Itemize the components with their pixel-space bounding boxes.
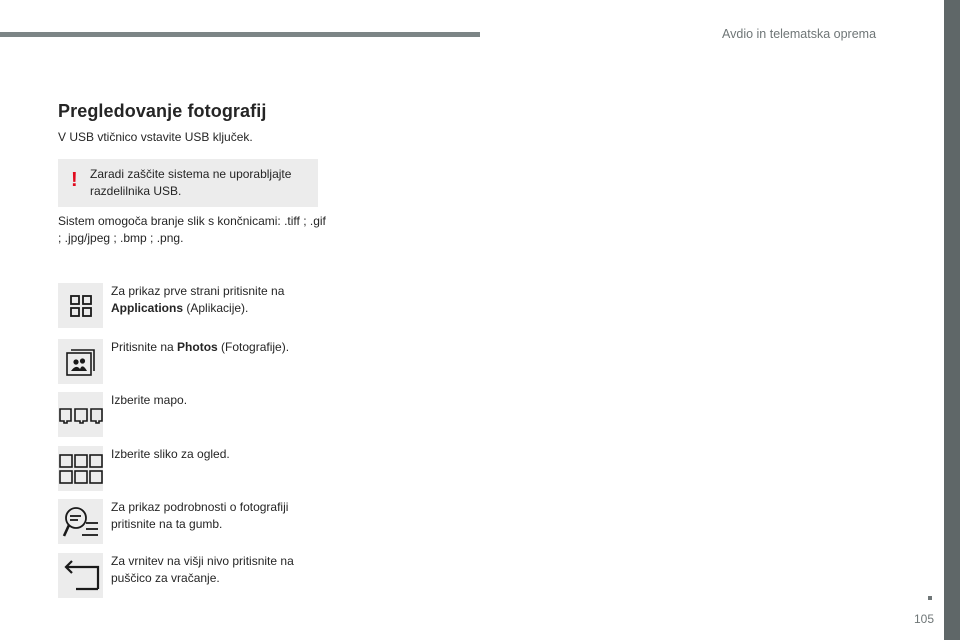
step-image <box>58 446 328 494</box>
warning-text: Zaradi zaščite sistema ne uporabljajte razdelilnika USB. <box>90 167 292 198</box>
step-text: Pritisnite na Photos (Fotografije). <box>111 340 290 354</box>
chapter-side-bar <box>944 0 960 640</box>
page-number: 105 <box>914 612 935 626</box>
step-text: Za prikaz podrobnosti o fotografiji pritisnite na ta gumb. <box>111 500 289 531</box>
step-back <box>58 553 328 601</box>
chapter-title: Avdio in telematska oprema <box>722 27 877 41</box>
intro-text: V USB vtičnico vstavite USB ključek. <box>58 130 253 144</box>
details-icon <box>58 499 103 544</box>
step-text: Izberite mapo. <box>111 393 188 407</box>
supported-formats-text: Sistem omogoča branje slik s končnicami: .tiff ; .gif ; .jpg/jpeg ; .bmp ; .png. <box>58 214 326 245</box>
page-marker <box>928 596 932 600</box>
step-text: Za vrnitev na višji nivo pritisnite na puščico za vračanje. <box>111 554 294 585</box>
warning-box <box>58 159 318 207</box>
step-text: Za prikaz prve strani pritisnite na Applications (Aplikacije). <box>111 284 285 315</box>
image-grid-icon <box>58 446 103 491</box>
step-details <box>58 499 328 547</box>
step-photos <box>58 339 328 387</box>
header-rule <box>0 32 480 37</box>
folders-icon <box>58 392 103 437</box>
applications-grid-icon <box>58 283 103 328</box>
step-text: Izberite sliko za ogled. <box>111 447 230 461</box>
step-applications <box>58 283 328 331</box>
warning-icon: ! <box>71 169 78 191</box>
photos-icon <box>58 339 103 384</box>
section-title: Pregledovanje fotografij <box>58 101 267 121</box>
back-arrow-icon <box>58 553 103 598</box>
step-folder <box>58 392 328 440</box>
